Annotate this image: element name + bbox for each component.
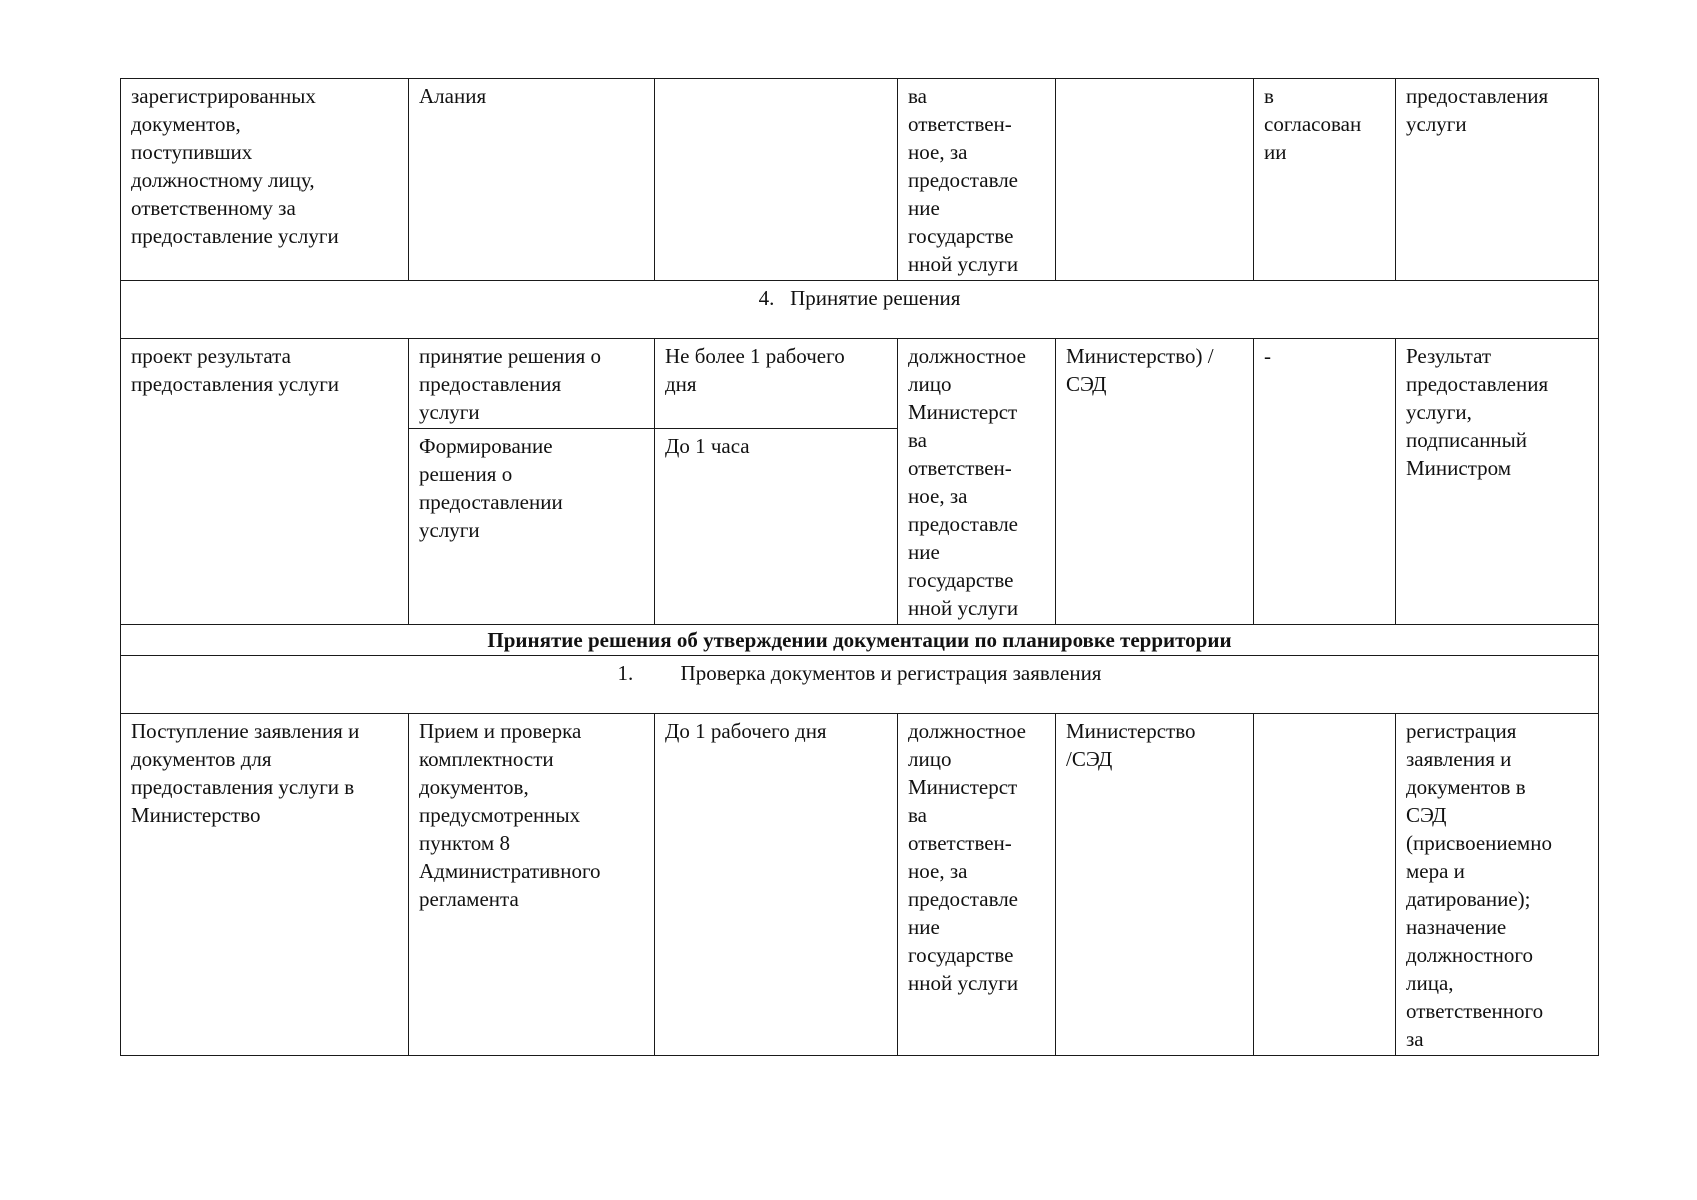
section-row <box>121 656 1599 714</box>
section-title: Принятие решения <box>790 286 961 310</box>
section-heading <box>121 656 1599 714</box>
cell-responsible: ва ответствен- ное, за предоставле ние государстве нной услуги <box>898 79 1056 281</box>
cell-basis: проект результата предоставления услуги <box>121 339 409 625</box>
cell-criteria: в согласован ии <box>1254 79 1396 281</box>
cell-basis: Поступление заявления и документов для предоставления услуги в Министерство <box>121 714 409 1056</box>
section-number: 1. <box>617 661 634 685</box>
cell-criteria: - <box>1254 339 1396 625</box>
cell-place: Министерство /СЭД <box>1056 714 1254 1056</box>
cell-duration: До 1 рабочего дня <box>655 714 898 1056</box>
cell-responsible: должностное лицо Министерст ва ответствен- ное, за предоставле ние государстве нной услуги <box>898 714 1056 1056</box>
table-row <box>121 714 1599 1056</box>
cell-responsible: должностное лицо Министерст ва ответствен- ное, за предоставле ние государстве нной услуги <box>898 339 1056 625</box>
cell-action: Прием и проверка комплектности документов, предусмотренных пунктом 8 Административного регламента <box>409 714 655 1056</box>
cell-action: принятие решения о предоставления услуги <box>409 339 655 429</box>
table-row <box>121 79 1599 281</box>
cell-result: предоставления услуги <box>1396 79 1599 281</box>
cell-action: Алания <box>409 79 655 281</box>
band-row <box>121 625 1599 656</box>
cell-result: регистрация заявления и документов в СЭД (присвоениемно мера и датирование); назначение должностного лица, ответственного за <box>1396 714 1599 1056</box>
cell-action: Формирование решения о предоставлении услуги <box>409 429 655 625</box>
cell-basis: зарегистрированных документов, поступивших должностному лицу, ответственному за предоставление услуги <box>121 79 409 281</box>
cell-place: Министерство) / СЭД <box>1056 339 1254 625</box>
band-title: Принятие решения об утверждении документации по планировке территории <box>121 625 1599 656</box>
cell-criteria <box>1254 714 1396 1056</box>
cell-place <box>1056 79 1254 281</box>
cell-result: Результат предоставления услуги, подписанный Министром <box>1396 339 1599 625</box>
section-number: 4. <box>758 286 775 310</box>
section-row <box>121 281 1599 339</box>
section-heading <box>121 281 1599 339</box>
table-row <box>121 339 1599 429</box>
cell-duration <box>655 79 898 281</box>
cell-duration: До 1 часа <box>655 429 898 625</box>
cell-duration: Не более 1 рабочего дня <box>655 339 898 429</box>
procedure-table <box>120 78 1599 1056</box>
section-title: Проверка документов и регистрация заявления <box>680 661 1102 685</box>
